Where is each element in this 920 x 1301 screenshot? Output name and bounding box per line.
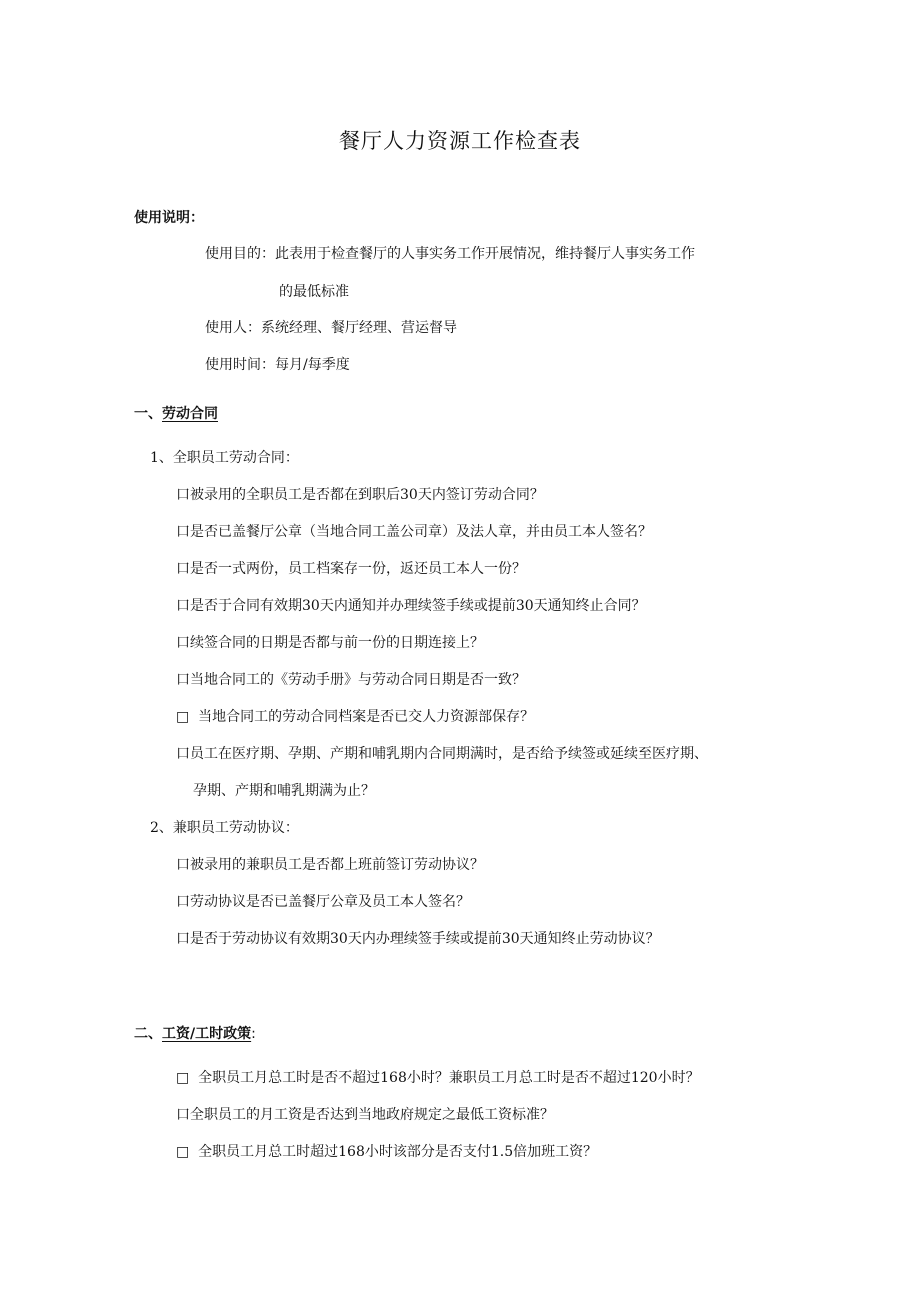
section1-heading — [134, 403, 218, 423]
checklist-item: □ 全职员工月总工时是否不超过168小时？兼职员工月总工时是否不超过120小时？ — [176, 1070, 700, 1086]
section2-heading — [134, 1023, 256, 1043]
section1-sub1-heading: 1、全职员工劳动合同： — [150, 450, 299, 466]
checklist-item: 口当地合同工的《劳动手册》与劳动合同日期是否一致？ — [176, 672, 526, 688]
checklist-item: 口员工在医疗期、孕期、产期和哺乳期内合同期满时，是否给予续签或延续至医疗期、 — [176, 746, 708, 762]
section2-suffix: : — [251, 1026, 256, 1042]
section1-prefix: 一、 — [134, 406, 162, 422]
checklist-item: 口被录用的兼职员工是否都上班前签订劳动协议？ — [176, 857, 484, 873]
checklist-item-continued: 孕期、产期和哺乳期满为止？ — [193, 783, 375, 799]
checklist-item: □ 全职员工月总工时超过168小时该部分是否支付1.5倍加班工资？ — [176, 1144, 598, 1160]
checklist-item: 口是否已盖餐厅公章（当地合同工盖公司章）及法人章，并由员工本人签名？ — [176, 524, 652, 540]
checklist-item: 口是否一式两份，员工档案存一份，返还员工本人一份？ — [176, 561, 526, 577]
section2-prefix: 二、 — [134, 1026, 162, 1042]
checklist-item: 口劳动协议是否已盖餐厅公章及员工本人签名？ — [176, 894, 470, 910]
checklist-item: 口续签合同的日期是否都与前一份的日期连接上？ — [176, 635, 484, 651]
checklist-item: 口是否于劳动协议有效期30天内办理续签手续或提前30天通知终止劳动协议？ — [176, 931, 660, 947]
page-title: 餐厅人力资源工作检查表 — [339, 129, 581, 153]
usage-purpose-line1: 使用目的：此表用于检查餐厅的人事实务工作开展情况，维持餐厅人事实务工作 — [205, 246, 695, 262]
section2-name: 工资/工时政策 — [162, 1026, 252, 1042]
checklist-item: □ 当地合同工的劳动合同档案是否已交人力资源部保存？ — [176, 709, 535, 725]
usage-time: 使用时间：每月/每季度 — [205, 357, 350, 373]
checklist-item: 口是否于合同有效期30天内通知并办理续签手续或提前30天通知终止合同？ — [176, 598, 646, 614]
checklist-item: 口被录用的全职员工是否都在到职后30天内签订劳动合同？ — [176, 487, 544, 503]
usage-user: 使用人：系统经理、餐厅经理、营运督导 — [205, 320, 457, 336]
usage-purpose-line2: 的最低标准 — [279, 284, 349, 300]
section1-sub2-heading: 2、兼职员工劳动协议： — [150, 820, 299, 836]
section1-name: 劳动合同 — [162, 406, 218, 422]
usage-heading: 使用说明： — [134, 210, 204, 226]
checklist-item: 口全职员工的月工资是否达到当地政府规定之最低工资标准？ — [176, 1107, 554, 1123]
